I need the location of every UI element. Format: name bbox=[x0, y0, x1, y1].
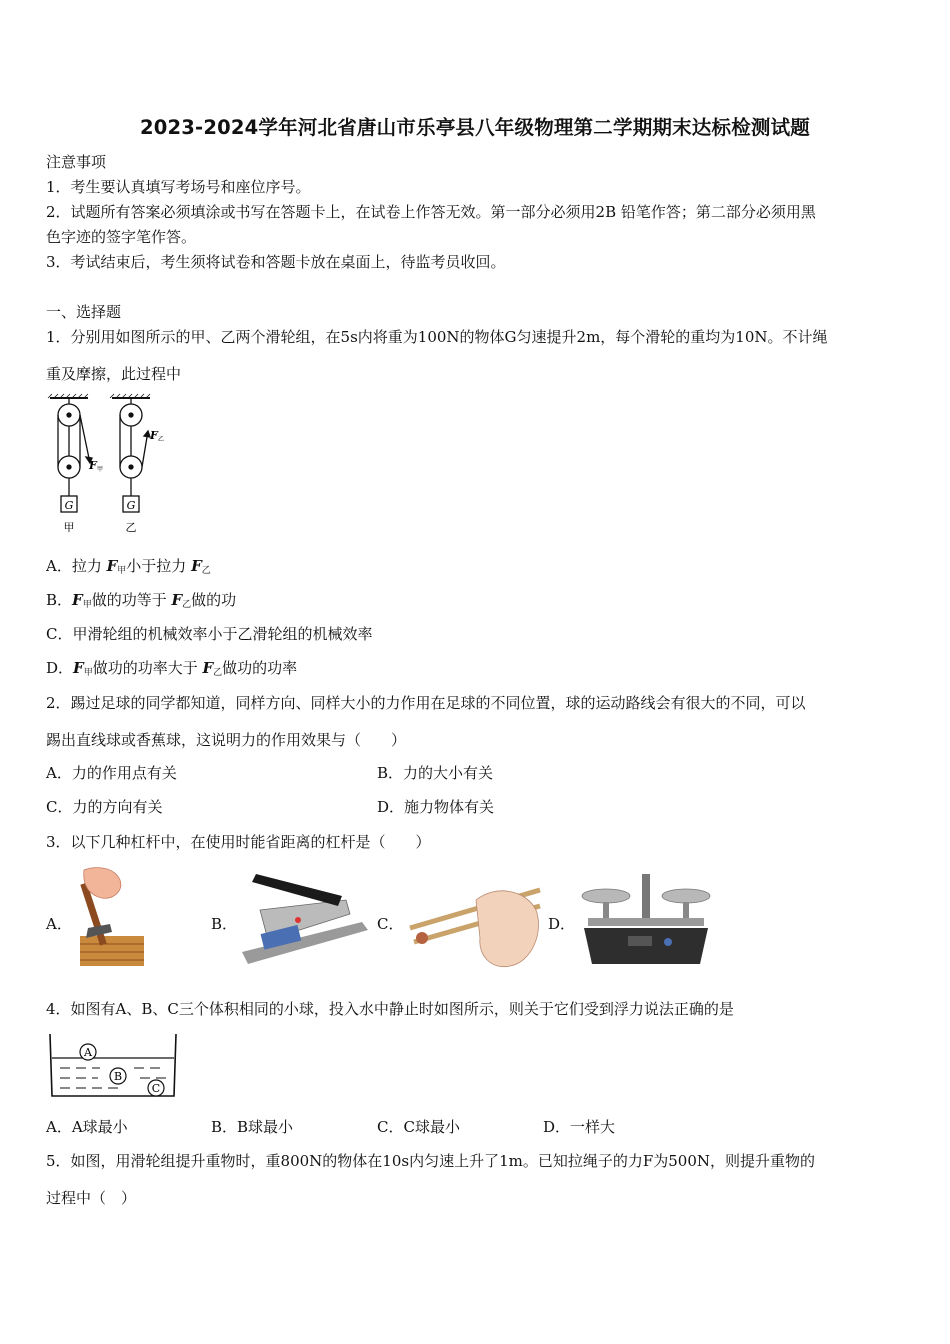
ball-a-label: A bbox=[84, 1046, 92, 1059]
q2-line-2: 踢出直线球或香蕉球，这说明力的作用效果与（ ） bbox=[46, 731, 407, 749]
fig-label-left: 甲 bbox=[63, 521, 75, 534]
fig-label-right: 乙 bbox=[125, 521, 137, 534]
q3-label-c: C． bbox=[377, 915, 404, 933]
q2-option-b: B．力的大小有关 bbox=[377, 764, 494, 782]
q1-line-2: 重及摩擦，此过程中 bbox=[46, 365, 182, 383]
notes-heading: 注意事项 bbox=[46, 153, 107, 171]
q1-option-b: B．$F_甲$做的功等于 $F_乙$做的功 bbox=[46, 591, 237, 610]
q5-line-1: 5．如图，用滑轮组提升重物时，重800N的物体在10s内匀速上升了1m。已知拉绳子的力F为500N，则提升重物的 bbox=[46, 1152, 816, 1170]
hammer-image bbox=[74, 866, 146, 968]
pulley-figure bbox=[44, 393, 164, 538]
q2-option-d: D．施力物体有关 bbox=[377, 798, 495, 816]
weight-label-left: G bbox=[64, 499, 74, 512]
q4-option-b: B．B球最小 bbox=[211, 1118, 294, 1136]
pulley-system-left bbox=[48, 394, 92, 512]
q3-label-b: B． bbox=[211, 915, 238, 933]
floating-balls-figure bbox=[46, 1030, 180, 1102]
section-heading: 一、选择题 bbox=[46, 303, 122, 321]
q4-line-1: 4．如图有A、B、C三个体积相同的小球，投入水中静止时如图所示，则关于它们受到浮力说法正确的是 bbox=[46, 1000, 734, 1018]
note-item-1: 1．考生要认真填写考场号和座位序号。 bbox=[46, 178, 311, 196]
q4-option-d: D．一样大 bbox=[543, 1118, 616, 1136]
note-item-3: 3．考试结束后，考生须将试卷和答题卡放在桌面上，待监考员收回。 bbox=[46, 253, 506, 271]
ball-c-label: C bbox=[151, 1082, 161, 1095]
ball-b-label: B bbox=[113, 1070, 123, 1083]
force-sub-left: 甲 bbox=[97, 466, 104, 473]
q2-option-c: C．力的方向有关 bbox=[46, 798, 163, 816]
note-item-2-cont: 色字迹的签字笔作答。 bbox=[46, 228, 197, 246]
q4-option-c: C．C球最小 bbox=[377, 1118, 460, 1136]
page-title: 2023-2024学年河北省唐山市乐亭县八年级物理第二学期期末达标检测试题 bbox=[139, 116, 811, 139]
force-sub-right: 乙 bbox=[158, 436, 164, 443]
note-item-2: 2．试题所有答案必须填涂或书写在答题卡上，在试卷上作答无效。第一部分必须用2B 铅笔作答；第二部分必须用黑 bbox=[46, 203, 816, 221]
q1-option-d: D．$F_甲$做功的功率大于 $F_乙$做功的功率 bbox=[46, 659, 298, 678]
q3-label-d: D． bbox=[548, 915, 576, 933]
q1-line-1: 1．分别用如图所示的甲、乙两个滑轮组，在5s内将重为100N的物体G匀速提升2m，每个滑轮的重均为10N。不计绳 bbox=[46, 328, 828, 346]
stapler-image bbox=[238, 870, 370, 970]
force-label-right: F bbox=[150, 429, 158, 442]
q5-line-2: 过程中（ ） bbox=[46, 1189, 137, 1207]
q4-option-a: A．A球最小 bbox=[46, 1118, 128, 1136]
balance-scale-image bbox=[576, 868, 716, 970]
q1-option-a: A．拉力 $F_甲$小于拉力 $F_乙$ bbox=[46, 557, 211, 576]
q1-option-c: C．甲滑轮组的机械效率小于乙滑轮组的机械效率 bbox=[46, 625, 373, 643]
force-label-left: F bbox=[89, 459, 97, 472]
q2-option-a: A．力的作用点有关 bbox=[46, 764, 177, 782]
chopsticks-image bbox=[406, 880, 544, 972]
q3-label-a: A． bbox=[46, 915, 72, 933]
weight-label-right: G bbox=[126, 499, 136, 512]
q3-line-1: 3．以下几种杠杆中，在使用时能省距离的杠杆是（ ） bbox=[46, 833, 431, 851]
pulley-system-right bbox=[110, 394, 150, 512]
q2-line-1: 2．踢过足球的同学都知道，同样方向、同样大小的力作用在足球的不同位置，球的运动路线会有很大的不同，可以 bbox=[46, 694, 806, 712]
